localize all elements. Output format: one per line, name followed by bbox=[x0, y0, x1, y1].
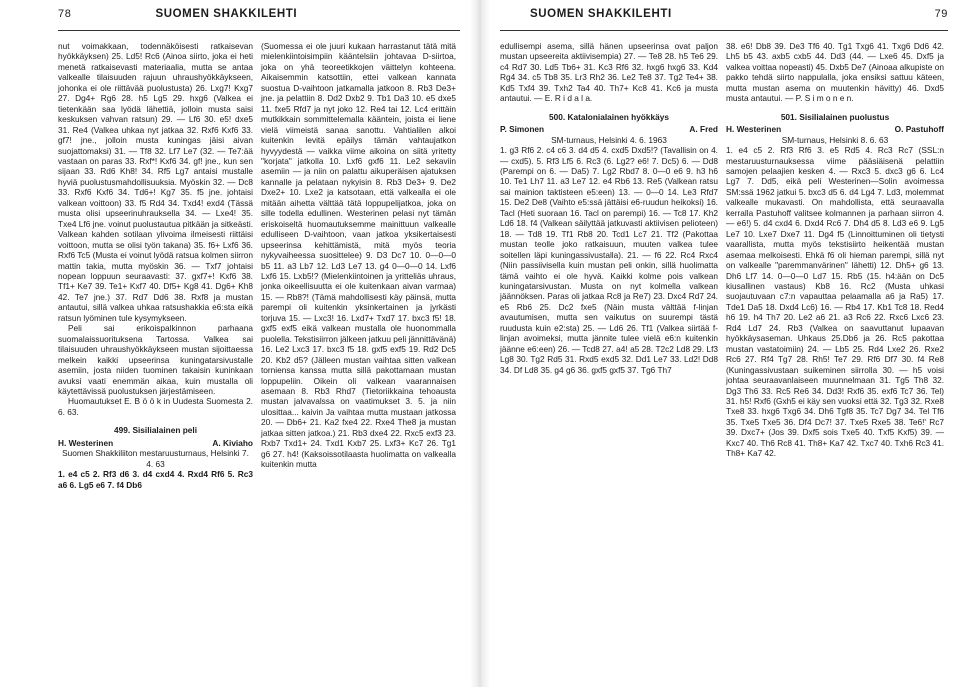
annotation-text: nut voimakkaan, todennäköisesti ratkaisevan hyökkäyksen) 25. Ld5! Rc6 (Ainoa siirto, joka ei heti menetä ratkaisevasti materiaalia, mutta se antaa valkealle tilaisuuden rajuun uhraushyökkäykseen, johonka ei ole riittävää puolustusta) 26. Lxg7! Kxg7 27. Dg4+ Rg6 28. h5 Lg5 29. hxg6 (Valkea ei tietenkään saa lyödä lähettiä, jolloin musta saisi keskuksen vahvan ratsun) 29. — Lf6 30. e5! dxe5 31. Re4 (Valkea uhkaa nyt jatkaa 32. Rxf6 Kxf6 33. gf7! jne., jolloin musta kuningas jäisi aivan suojattomaksi) 31. — Tf8 32. Lf7 Le7 (32. — Te7:ää vastaan on paras 33. Rxf*! Kxf6 34. gf! jne., kun sen sijaan 33. Rd6 Kh8! 34. Rf5 Lg7 antaisi mustalle hyviä puolustusmahdollisuuksia. Myöskin 32. — Dc8 33. Rxf6 Kxf6 34. Td6+! Kg7 35. f5 jne. johtaisi valkean voittoon) 33. f5 Rd4 34. Txd4! exd4 (Tässä musta olisi upseerinuhrauksella 34. — Lxe4! 35. Txe4 Lf6 jne. voinut puolustautua pitkään ja sitkeästi. Valkean kahden sotilaan ylivoima ilmeisesti riittäisi voittoon, mutta se olisi työn takana) 35. f6+ Lxf6 36. Rxf6 Tc5 (Musta ei voinut lyödä ratsua kolmen siirron mattin takia, mutta myöskin 36. — Txf7 johtaisi nopean loppuun seuraavasti: 37. gxf7+! Kxf6 38. Tf1+ Ke7 39. Te1+ Kxf7 40. Df5+ Kg8 41. Dg6+ Kh8 42. Te7 jne.) 37. Rd7 Dd6 38. Rxf8 ja mustan antautui, sillä valkea uhkaa ratsushakkia e6:sta eikä ratsun lyöminen tule kysymykseen. bbox=[58, 41, 253, 323]
annotation-text: 38. e6! Db8 39. De3 Tf6 40. Tg1 Txg6 41. Txg6 Dd6 42. Lh5 b5 43. axb5 cxb5 44. Dd3 (44. — Lxe6 45. Dxf5 ja valkea voittaa nopeasti) 45. Dxb5 De7 (Ainoaa alkupiste on pakko tehdä siirto nappulalla, joka ensiksi sattuu käteen, mutta mustan asema on muutenkin hävitty) 46. Dxd5 musta antautui. — P. S i m o n e n. bbox=[726, 41, 944, 104]
black-player: O. Pastuhoff bbox=[894, 124, 944, 135]
running-title-right: SUOMEN SHAKKILEHTI bbox=[530, 8, 672, 20]
game-title: Katalonialainen hyökkäys bbox=[567, 111, 669, 122]
game-number: 501. bbox=[780, 111, 797, 122]
annotation-text: (Suomessa ei ole juuri kukaan harrastanut tätä mitä mielenkiintoisimpiin kääntelsiin johtavaa D-siirtoa, joka on yhä teoreetikkojen väittelyn kohteena. Aikaisemmin katsottiin, ettei valkean kannata suostua D-vaihtoon jatkamalla jatkoon 8. Rb3 De3+ jne. ja pelattiin 8. Dd2 Dxb2 9. Tb1 Da3 10. e5 dxe5 11. fxe5 Rfd7 ja nyt joko 12. Re4 tai 12. Lc4 erittäin mutkikkain sommittelemalla kääntein, joista ei liene vielä viimeistä sanaa sanottu. Vahtialilen alkoi kuitenkin levitä epäilys tämän vahtaujatkon hyvyydestä — vaikka viime aikoina on siitä yritetty "korjata" jatkolla 10. Lxf6 gxf6 11. Le2 sekaviin asemiin — ja niin on palattu aikuperäisen ajatuksen kannalle ja pelataan nykyisin 8. Rb3 De3+ 9. De2 Dxe2+ 10. Lxe2 ja katsotaan, että valkealla ei ole mitään aihetta välttää tätä loppupelijatkoa, joka on sille todella edullinen. Westerinen pelasi nyt tämän eriskoiseltä huomautuksemme mainittuun valkealle edulliseen D-vaihtoon, vaan jatkoa yksikertaisesti upseerinsa kehittämistä, mitä myös teoria nykyvaiheessa suosittelee) 9. D3 Dc7 10. 0—0—0 b5 11. a3 Lb7 12. Ld3 Le7 13. g4 0—0—0 14. Lxf6 Lxf6 15. Lxb5!? (Mielenkiintoinen ja yritteliäs uhraus, jonka oikeellisuutta ei ole kuitenkaan aivan varmaa) 15. — Rb8?! (Tämä mahdollisesti käy päinsä, mutta parempi oli kuitenkin yksinkertainen ja jyrkästi torjuva 15. — Lxc3! 16. Lxd7+ Txd7 17. bxc3 f5! 18. gxf5 exf5 eikä valkean mustalla ole huonommalla puolella. Tekstisiirron jälkeen jatkuu peli jännittävänä) 16. Le2 Lxc3 17. bxc3 f5 18. gxf5 exf5 19. Rd2 Dc5 20. Kb2 d5? (Jälleen mustan vaihtaa sitten valkean torniensa kanssa mutta sillä pakottamaan mustan loppupeliin. Oikein oli valkean vaarannaisen asemaan 8. Rb3 Rhd7 (Tietoriikkaina tehoausta mustan jalvavalssa on vaatimukset 3. 5. ja niin ulosittaa... kaivin Ja vaihtaa mutta mustaan jatkossa 20. — Db6+ 21. Ka2 fxe4 22. Rxe4 The8 ja mustan jatkaa sitten jatkoa.) 21. Rb3 dxe4 22. Rxc5 exf3 23. Rxb7 Txd1+ 24. Txd1 Kxb7 25. Lxf3+ Kc7 26. Tg1 g6 27. h4! (Kaksoissotilaasta huolimatta on valkealla kuitenkin mutta bbox=[261, 41, 456, 470]
left-page-header bbox=[58, 8, 460, 31]
event-line: SM-turnaus, Helsinki 8. 6. 63 bbox=[781, 134, 889, 145]
left-page bbox=[0, 0, 470, 687]
game-heading bbox=[726, 112, 944, 122]
right-page bbox=[490, 0, 960, 687]
game-number: 500. bbox=[549, 111, 566, 122]
notes-credit: Huomautukset E. B ö ö k in Uudesta Suomesta 2. 6. 63. bbox=[58, 396, 253, 417]
annotation-text: edullisempi asema, sillä hänen upseerinsa ovat paljon mustan upseereita aktiivisempia) 27. — Te8 28. h5 Te6 29. c4 Rd7 30. Ld5 Tb6+ 31. Kc3 Rf6 32. hxg6 hxg6 33. Kd4 Rg4 34. c5 Tb8 35. Lr3 Rh2 36. Le2 Te8 37. Tg2 Te4+ 38. Kd5 Txf4 39. Txh2 Ta4 40. Th7+ Kc8 41. Kc6 ja musta antautui. — E. R i d a l a. bbox=[500, 41, 718, 104]
game-moves: 1. e4 c5 2. Rf3 Rf6 3. e5 Rd5 4. Rc3 Rc7 (SSL:n mestaruusturnauksessa viime pääsiäisenä pelattiin samojen pelaajien kesken 4. — Rxc3 5. dxc3 g6 6. Lc4 Lg7 7. Dd5, eikä peli Westerinen—Solin avoimessa SM:ssä 1962 jatkui 5. bxc3 d5 6. d4 Lg4 7. Ld3, molemmat valkealle mukavasti. On mahdollista, että seuraavalla kerralla Pastuhoff valitsee kolmannen ja parhaan siirron 4. — e6!) 5. d4 cxd4 6. Dxd4 Rc6 7. Dh4 d5 8. Ld3 e6 9. Lg5 Le7 10. Lxe7 Dxe7 11. Dg4 f5 (Linnoittuminen oli tietysti vaarallista, mutta myös tekstisiirto heikentää mustan asemaa melkoisesti. Ehkä f6 oli hieman parempi, sillä nyt on valkealle "paremmanvärinen" lähetti) 12. Dh5+ g6 13. Dh6 Lf7 14. 0—0—0 Ld7 15. Rb5 (15. h4:ään on Dc5 kiusallinen vastaus) Kb8 16. Rc2 (Musta uhkasi suojautuvaan c7:n vapauttaa pelaamalla a6 ja Ra5) 17. Tde1 Da5 18. Dxd4 Lc6) 16. — Rb4 17. Kb1 Tc8 18. Red4 h6 19. h4 Th7 20. Le2 a6 21. a3 Rc6 22. Rxc6 Lxc6 23. Rd4 Ld7 24. Rb3 (Valkea on saavuttanut lupaavan hyökkäysaseman. Uhkaus 25.Db6 ja 26. Rc5 pakottaa mustan vastatoimiin) 24. — Lb5 25. Rd4 Lxe2 26. Rxe2 Rc6 27. Rf4 Tg7 28. Rh5! Te7 29. Rf6 Df7 30. f4 Re8 (Kuningassivustaan suikeminen siirrolla 30. — h5 voisi johtaa seuraavanlaiseen muunnelmaan 31. Tg5 Th8 32. Dg3 Th6 33. Rc5 Re6 34. Dd3! Rxf6 35. exf6 Tc7 36. Tel) 31. h5! Rxf6 (Gxh5 ei käy sen vuoksi että 32. Tg3 32. Rxe8 Txe8 33. hxg6 Txg6 34. Dh6 Tgf8 35. Tc7 Dg7 34. Tel Tf6 35. Txe5 Txe5 36. Df4 Dc7! 37. Txe5 Rxe5 38. Te6!' Rc7 39. Dxc7+ (Jos 39. Dxf5 sois Txe5 40. Txf5 Kxf5) 39. — Kxc7 40. Th6 Rc8 41. Th8+ Ka7 42. Txc7 40. Txh6 Rc3 41. Th8+ Ka7 42. bbox=[726, 145, 944, 459]
commentary-text: Peli sai erikoispalkinnon parhaana suomalaissuorituksena Tartossa. Valkea sai tilaisuuden uhraushyökkäykseen mustan sijoittaessa melkein kaikki upseerinsa kuningatarsivustalle asemiin, josta niiden tuominen takaisin kuninkaan avuksi vaati enemmän aikaa, kuin mustalla oli käytettävissä puolustuksen järjestämiseen. bbox=[58, 323, 253, 396]
event-line: Suomen Shakkiliiton mestaruusturnaus, Helsinki 7. 4. 63 bbox=[62, 448, 249, 469]
game-number: 499. bbox=[113, 425, 131, 436]
running-title-left: SUOMEN SHAKKILEHTI bbox=[155, 8, 298, 20]
left-column-1 bbox=[58, 41, 253, 490]
left-column-2 bbox=[261, 41, 456, 490]
players-line bbox=[58, 438, 253, 448]
right-page-columns bbox=[500, 41, 948, 459]
game-heading bbox=[58, 425, 253, 435]
page-number-left: 78 bbox=[58, 8, 72, 20]
black-player: A. Kiviaho bbox=[212, 437, 253, 448]
game-heading bbox=[500, 112, 718, 122]
opening-moves: 1. e4 c5 2. Rf3 d6 3. d4 cxd4 4. Rxd4 Rf6 5. Rc3 a6 6. Lg5 e6 7. f4 Db6 bbox=[58, 469, 253, 490]
game-title: Sisilialainen puolustus bbox=[799, 111, 890, 122]
white-player: H. Westerinen bbox=[58, 437, 114, 448]
right-column-2 bbox=[726, 41, 944, 459]
page-number-right: 79 bbox=[934, 8, 948, 20]
game-moves: 1. g3 Rf6 2. c4 c6 3. d4 d5 4. cxd5 Dxd5!? (Tavallisin on 4. — cxd5). 5. Rf3 Lf5 6. Rc3 (6. Lg2? e6! 7. Dc5) 6. — Dd8 (Parempi on 6. — Da5) 7. Lg2 Rbd7 8. 0—0 e6 9. h3 h6 10. Te1 Lh7 11. a3 Le7 12. e4 Rb6 13. Re5 (Valkean ratsu sai mainion taktisteen e5:een) 13. — 0—0 14. Le3 Rfd7 15. De2 De8 (Vaihto e5:ssä jättäisi e6-ruudun heikoksi) 16. Tacl (Heti suoraan 16. Tacl on parempi) 16. — Tc8 17. Kh2 Ld6 18. f4 (Valkean säilyttää jatkuvasti aktiivisen pelioteen) 18. — Td8 19. Tf1 Rb8 20. Tcd1 Lc7 21. Tf2 (Pakottaa mustan teolle joko ratkaisuun, muuten valkea tulee soitellen läpi kuningassivustalla). 21. — f6 22. Rc4 Rxc4 (Niin passiivisella kuin mustan peli onkin, sillä huolimatta tämä vaihto ei ole hyvä. Kaikki kolme pois valkean kuningatarsivustan. Musta on nyt kolmella valkean jäännöksen. Paras oli jatkaa Rc8 ja Re7) 23. Dxc4 Rd7 24. e5 Rb6 25. Dc2 fxe5 (Näin musta välttää f-linjan avautumisen, mutta sen vaikutus on suurempi tästä ruudusta kuin e2:sta) 25. — Ld6 26. Tf1 (Valkea siirtää f-linjan avoimeksi, mutta jännite tulee vielä e6:n kuitenkin jäänne e6:een) 26. — Tcd8 27. a4! a5 28. T2c2 Ld8 29. Lf3 Lg8 30. Tg2 Rd5 31. Rxd5 exd5 32. Dd1 Le7 33. Ld2! Dd8 34. Df Ld8 35. g4 g6 36. gxf5 gxf5 37. Tg6 Th7 bbox=[500, 145, 718, 375]
white-player: H. Westerinen bbox=[726, 124, 782, 135]
white-player: P. Simonen bbox=[500, 124, 545, 135]
game-title: Sisilialainen peli bbox=[132, 425, 198, 436]
left-page-columns bbox=[58, 41, 460, 490]
black-player: A. Fred bbox=[689, 124, 718, 135]
players-line bbox=[500, 124, 718, 134]
event-line: SM-turnaus, Helsinki 4. 6. 1963 bbox=[551, 134, 667, 145]
right-page-header bbox=[500, 8, 948, 31]
right-column-1 bbox=[500, 41, 718, 459]
page-gutter bbox=[470, 0, 490, 687]
players-line bbox=[726, 124, 944, 134]
